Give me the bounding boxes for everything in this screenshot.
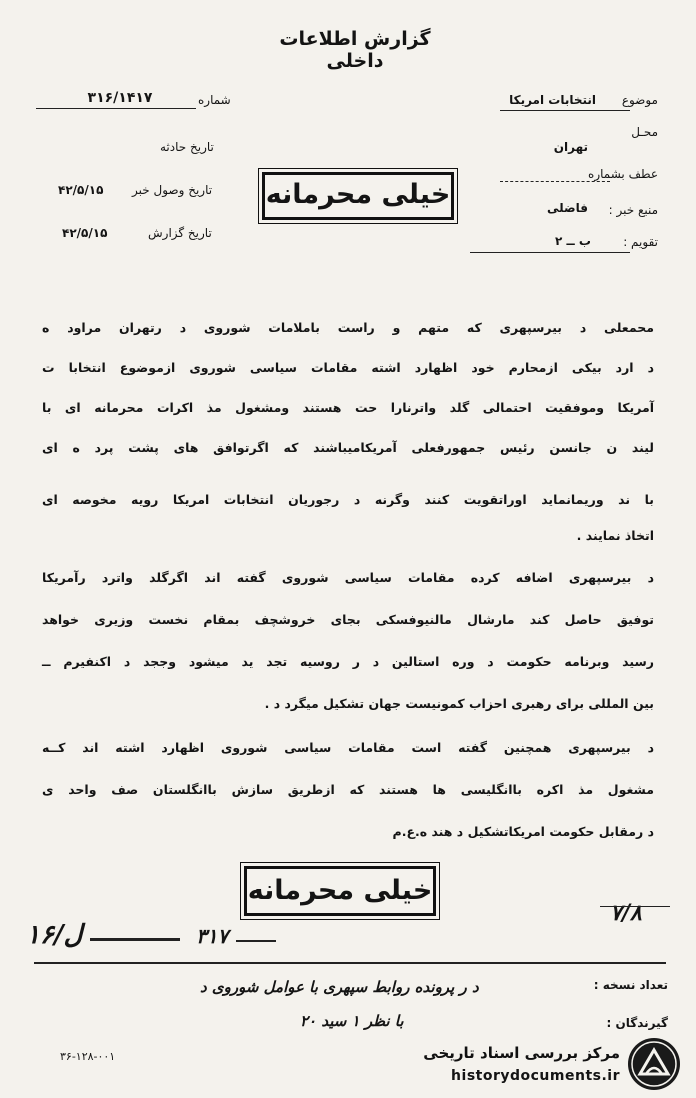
rating-value: ب ــ ۲	[555, 234, 591, 248]
footer-separator	[34, 962, 666, 964]
body-line: اتخاذ نمایند .	[576, 528, 654, 543]
recipients-label: گیرندگان :	[606, 1016, 668, 1030]
watermark-url: historydocuments.ir	[451, 1068, 620, 1084]
event-date-label: تاریخ حادثه	[160, 140, 214, 154]
watermark-name: مرکز بررسی اسناد تاریخی	[423, 1044, 620, 1062]
number-underline	[36, 108, 196, 109]
body-line: د بیرسپهری اضافه کرده مقامات سیاسی شوروی گفته اند اگرگلد واترد رآمریکا	[42, 570, 654, 585]
handwritten-number-middle: ۳۱۷	[196, 924, 229, 948]
subject-underline	[500, 110, 630, 111]
body-line: توفیق حاصل کند مارشال مالنیوفسکی بجای خروشچف بمقام نخست وزیری خواهد	[42, 612, 654, 627]
handwritten-stroke	[90, 938, 180, 941]
handwritten-number-left: ۱۶/ل	[26, 920, 83, 950]
handwritten-stroke	[600, 906, 670, 907]
handwritten-note-line-1: د ر پرونده روابط سپهری با عوامل شوروی د	[200, 978, 479, 996]
body-line: بین المللی برای رهبری احزاب کمونیست جهان تشکیل میگرد د .	[264, 696, 654, 711]
report-date-value: ۴۲/۵/۱۵	[62, 226, 108, 240]
location-value: تهران	[553, 140, 588, 154]
copies-label: تعداد نسخه :	[593, 978, 668, 992]
source-value: فاضلی	[547, 201, 588, 215]
body-line: د رمقابل حکومت امریکاتشکیل د هند ه.ع.م	[392, 824, 654, 839]
body-line: مشغول مذ اکره باانگلیسی ها هستند که ازطریق سازش باانگلستان صف واحد ی	[42, 782, 654, 797]
subject-value: انتخابات امریکا	[509, 93, 596, 107]
body-line: د بیرسپهری همچنین گفته است مقامات سیاسی شوروی اظهارد اشته اند کــه	[42, 740, 654, 755]
receipt-date-label: تاریخ وصول خبر	[132, 183, 213, 197]
body-line: محمعلی د بیرسپهری که متهم و راست باملامات شوروی د رتهران مراود ه	[42, 320, 654, 335]
classification-stamp-top: خیلی محرمانه	[262, 172, 454, 220]
attach-label: عطف بشماره	[588, 167, 658, 181]
classification-stamp-bottom: خیلی محرمانه	[244, 866, 436, 916]
receipt-date-value: ۴۲/۵/۱۵	[58, 183, 104, 197]
handwritten-stroke	[236, 940, 276, 942]
bottom-left-code: ۳۶-۱۲۸-۰۰۱	[60, 1050, 116, 1063]
number-label: شماره	[198, 93, 231, 107]
source-label: منبع خبر :	[608, 203, 658, 217]
document-title: گزارش اطلاعات داخلی	[279, 28, 431, 72]
subject-label: موضوع	[621, 93, 658, 107]
body-line: رسید وبرنامه حکومت د وره استالین د ر روسیه تجد ید میشود وججد د اکنفیرم ــ	[42, 654, 654, 669]
body-line: لیند ن جانسن رئیس جمهورفعلی آمریکامیباشند که اگرتوافق های پشت پرد ه ای	[42, 440, 654, 455]
rating-underline	[470, 252, 630, 253]
report-date-label: تاریخ گزارش	[148, 226, 212, 240]
handwritten-number-right: ۷/۸	[610, 900, 642, 926]
body-line: با ند وریمانماید اوراتقویت کنند وگرنه د رجوریان انتخابات امریکا رویه مخوصه ای	[42, 492, 654, 507]
location-label: محـل	[631, 125, 658, 139]
number-value: ۳۱۶/۱۴۱۷	[87, 90, 153, 106]
archive-logo-icon	[626, 1036, 682, 1092]
body-line: د ارد بیکی ازمحارم خود اظهارد اشته مقامات سیاسی شوروی ازموضوع انتخابا ت	[42, 360, 654, 375]
rating-label: تقویم :	[623, 235, 658, 249]
body-line: آمریکا وموفقیت احتمالی گلد واترنارا حت هستند ومشغول مذ اکرات محرمانه ای با	[42, 400, 654, 415]
attach-underline	[500, 181, 610, 182]
handwritten-note-line-2: با نظر ۱ سید ۲۰	[300, 1012, 404, 1030]
